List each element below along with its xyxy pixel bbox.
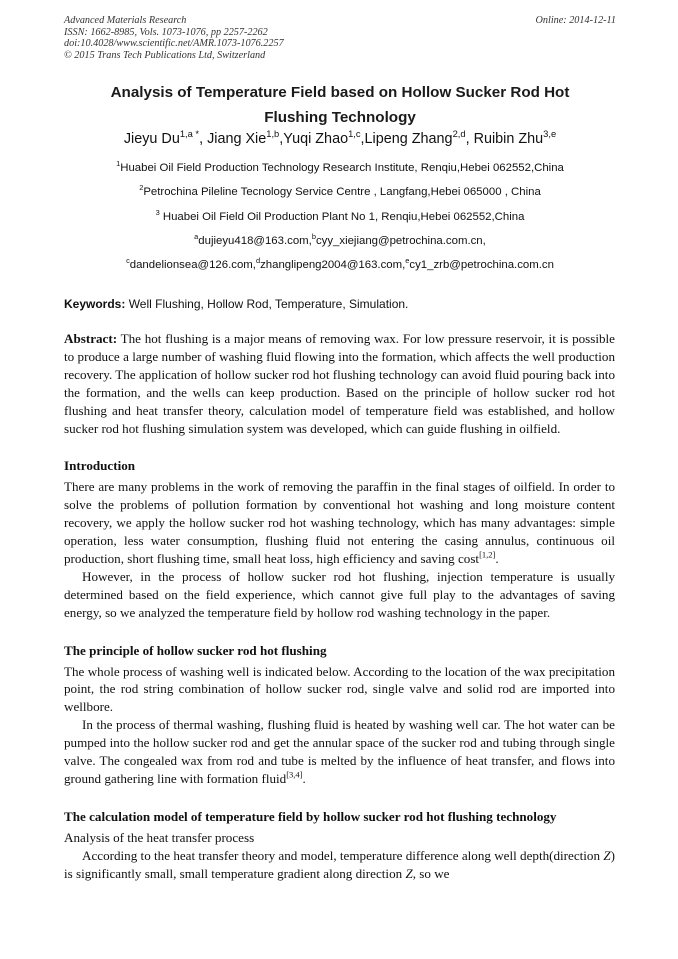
affiliation-2 <box>30 180 650 204</box>
principle-heading: The principle of hollow sucker rod hot flushing <box>64 642 327 658</box>
email-sup: e <box>405 256 410 266</box>
author-name: Lipeng Zhang <box>364 131 453 147</box>
author-name: Yuqi Zhao <box>283 131 349 147</box>
citation: [3,4] <box>286 769 303 780</box>
intro-paragraph-2: However, in the process of hollow sucker rod hot flushing, injection temperature is usually determined based on the field experience, which cannot give full play to the advantages of saving energy, so we analyzed the temperature field by hollow rod washing technology in the paper. <box>64 568 615 620</box>
keywords-label: Keywords: <box>64 297 126 311</box>
intro-heading: Introduction <box>64 458 136 474</box>
title-line-2: Flushing Technology <box>264 109 416 126</box>
affiliation-text: Huabei Oil Field Production Technology Research Institute, Renqiu,Hebei 062552,China <box>120 162 564 174</box>
affiliation-3 <box>30 205 650 229</box>
principle-end: . <box>302 770 306 786</box>
author-sep: , <box>360 131 365 147</box>
affiliation-text: Petrochina Pileline Tecnology Service Centre , Langfang,Hebei 065000 , China <box>143 186 541 199</box>
email-line-2 <box>30 253 650 277</box>
affiliations <box>30 156 650 277</box>
author-name: Jieyu Du <box>123 131 180 147</box>
email-sup: b <box>311 232 316 242</box>
email-a[interactable]: dujieyu418@163.com, <box>198 234 312 247</box>
affiliation-number: 2 <box>139 183 144 193</box>
principle-text: In the process of thermal washing, flushing fluid is heated by washing well car. The hot water can be pumped into the hollow sucker rod and get the annular space of the sucker rod and tubing through single valve. The congealed wax from rod and tube is melted by the influence of heat transfer, and flows into ground gathering line with formation fluid <box>64 717 615 786</box>
variable-z: Z <box>603 847 611 863</box>
model-paragraph-1 <box>64 847 615 883</box>
author-affil-sup: 1,c <box>348 129 361 140</box>
affiliation-number: 1 <box>116 159 121 169</box>
affiliation-number: 3 <box>155 207 160 217</box>
abstract-text: The hot flushing is a major means of removing wax. For low pressure reservoir, it is possible to produce a large number of washing fluid flowing into the formation, which affects the well production recovery. The application of hollow sucker rod hot flushing technology can avoid fluid pouring back into the formation, and the wells can keep production. Based on the principle of hollow sucker rod hot flushing and heat transfer theory, calculation model of temperature field was established, and hollow sucker rod hot flushing simulation system was developed, which can guide flushing in oilfield. <box>64 331 615 436</box>
journal-name: Advanced Materials Research <box>64 15 187 26</box>
email-line-1 <box>30 229 650 253</box>
principle-paragraph-1: The whole process of washing well is indicated below. According to the location of the wax precipitation point, the rod string combination of hollow sucker rod, single valve and solid rod are imported into wellbore. <box>64 663 615 715</box>
keywords <box>64 296 624 312</box>
intro-text: There are many problems in the work of removing the paraffin in the final stages of oilfield. In order to solve the problems of pollution formation by conventional hot washing and long moisture content recovery, we apply the hollow sucker rod hot washing technology, which has many advantages: simple operation, less water consumption, flushing fluid not entering the casing annulus, continuous oil production, short flushing time, small heat loss, high efficiency and saving cost <box>64 479 615 566</box>
principle-paragraph-2 <box>64 716 615 788</box>
intro-paragraph-1 <box>64 478 615 568</box>
email-c[interactable]: dandelionsea@126.com, <box>129 259 256 272</box>
online-date: Online: 2014-12-11 <box>535 15 616 26</box>
author-affil-sup: 1,a * <box>179 129 200 140</box>
title-line-1: Analysis of Temperature Field based on Hollow Sucker Rod Hot <box>110 84 570 101</box>
issn-line: ISSN: 1662-8985, Vols. 1073-1076, pp 2257-2262 <box>64 26 268 38</box>
author-name: Ruibin Zhu <box>473 131 544 147</box>
keywords-text: Well Flushing, Hollow Rod, Temperature, Simulation. <box>125 297 409 311</box>
affiliation-text: Huabei Oil Field Oil Production Plant No 1, Renqiu,Hebei 062552,China <box>159 210 525 223</box>
author-list <box>40 128 640 150</box>
email-d[interactable]: zhanglipeng2004@163.com, <box>260 259 406 272</box>
citation: [1,2] <box>479 549 496 560</box>
publication-header <box>64 15 616 61</box>
model-text: ) is significantly small, small temperature gradient along direction <box>64 847 615 881</box>
author-sep: , <box>465 131 474 147</box>
author-sep: , <box>279 131 284 147</box>
paper-body <box>64 330 615 882</box>
email-e[interactable]: cy1_zrb@petrochina.com.cn <box>409 259 554 272</box>
paper-title <box>60 80 620 130</box>
author-affil-sup: 1,b <box>266 129 280 140</box>
email-sup: a <box>194 232 199 242</box>
author-name: Jiang Xie <box>207 131 267 147</box>
model-text: , so we <box>412 865 450 881</box>
model-heading: The calculation model of temperature field by hollow sucker rod hot flushing technology <box>64 808 557 824</box>
intro-end: . <box>495 550 499 566</box>
email-b[interactable]: cyy_xiejiang@petrochina.com.cn, <box>315 234 486 247</box>
author-affil-sup: 3,e <box>543 129 557 140</box>
email-sup: d <box>255 256 261 266</box>
model-subheading: Analysis of the heat transfer process <box>64 829 255 845</box>
author-sep: , <box>199 131 208 147</box>
abstract-label: Abstract: <box>64 331 118 346</box>
variable-z: Z <box>405 865 413 881</box>
model-text: According to the heat transfer theory and model, temperature difference along well depth(direction <box>82 847 604 863</box>
copyright-line: © 2015 Trans Tech Publications Ltd, Switzerland <box>64 49 266 61</box>
email-sup: c <box>126 256 130 266</box>
affiliation-1 <box>30 156 650 180</box>
abstract <box>64 330 615 437</box>
author-affil-sup: 2,d <box>452 129 466 140</box>
doi-line: doi:10.4028/www.scientific.net/AMR.1073-1076.2257 <box>64 38 284 50</box>
